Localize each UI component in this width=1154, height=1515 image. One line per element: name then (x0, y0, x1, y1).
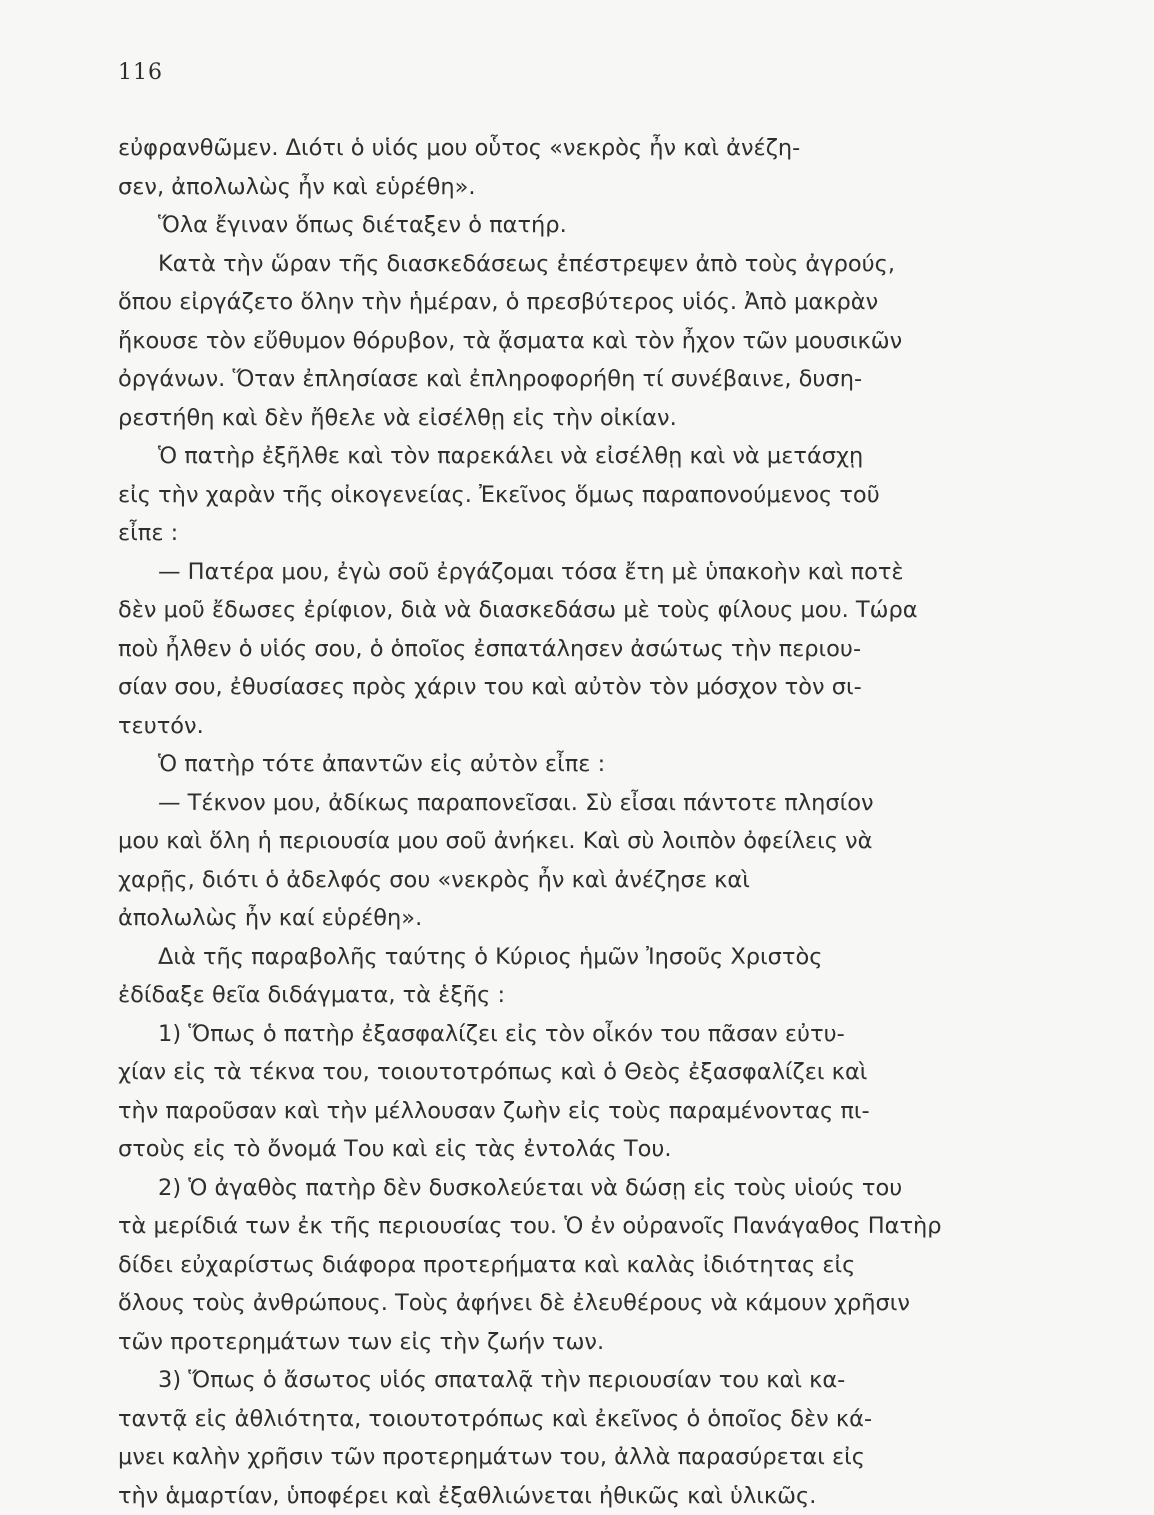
text-line: Ὁ πατὴρ τότε ἀπαντῶν εἰς αὐτὸν εἶπε : (118, 745, 966, 784)
text-line: τευτόν. (118, 707, 966, 746)
text-line: τὴν παροῦσαν καὶ τὴν μέλλουσαν ζωὴν εἰς τοὺς παραμένοντας πι- (118, 1092, 966, 1131)
text-line: στοὺς εἰς τὸ ὄνομά Του καὶ εἰς τὰς ἐντολάς Του. (118, 1130, 966, 1169)
text-line: δίδει εὐχαρίστως διάφορα προτερήματα καὶ καλὰς ἰδιότητας εἰς (118, 1246, 966, 1285)
text-line: ἐδίδαξε θεῖα διδάγματα, τὰ ἑξῆς : (118, 976, 966, 1015)
text-line: τὰ μερίδιά των ἐκ τῆς περιουσίας του. Ὁ ἐν οὐρανοῖς Πανάγαθος Πατὴρ (118, 1207, 966, 1246)
text-line: εἶπε : (118, 514, 966, 553)
text-line: δὲν μοῦ ἔδωσες ἐρίφιον, διὰ νὰ διασκεδάσω μὲ τοὺς φίλους μου. Τώρα (118, 591, 966, 630)
text-line: τὴν ἁμαρτίαν, ὑποφέρει καὶ ἐξαθλιώνεται ἠθικῶς καὶ ὑλικῶς. (118, 1477, 966, 1515)
text-line: ρεστήθη καὶ δὲν ἤθελε νὰ εἰσέλθῃ εἰς τὴν οἰκίαν. (118, 399, 966, 438)
text-line: — Πατέρα μου, ἐγὼ σοῦ ἐργάζομαι τόσα ἔτη μὲ ὑπακοὴν καὶ ποτὲ (118, 553, 966, 592)
text-line: ποὺ ἦλθεν ὁ υἱός σου, ὁ ὁποῖος ἐσπατάλησεν ἀσώτως τὴν περιου- (118, 630, 966, 669)
text-line: σίαν σου, ἐθυσίασες πρὸς χάριν του καὶ αὐτὸν τὸν μόσχον τὸν σι- (118, 668, 966, 707)
text-line: εἰς τὴν χαρὰν τῆς οἰκογενείας. Ἐκεῖνος ὅμως παραπονούμενος τοῦ (118, 476, 966, 515)
text-line: 3) Ὅπως ὁ ἄσωτος υἱός σπαταλᾷ τὴν περιουσίαν του καὶ κα- (118, 1361, 966, 1400)
text-line: ταντᾷ εἰς ἀθλιότητα, τοιουτοτρόπως καὶ ἐκεῖνος ὁ ὁποῖος δὲν κά- (118, 1400, 966, 1439)
text-line: ὅλους τοὺς ἀνθρώπους. Τοὺς ἀφήνει δὲ ἐλευθέρους νὰ κάμουν χρῆσιν (118, 1284, 966, 1323)
body-text (118, 129, 966, 1515)
text-line: ἤκουσε τὸν εὔθυμον θόρυβον, τὰ ᾄσματα καὶ τὸν ἦχον τῶν μουσικῶν (118, 322, 966, 361)
text-line: 2) Ὁ ἀγαθὸς πατὴρ δὲν δυσκολεύεται νὰ δώσῃ εἰς τοὺς υἱούς του (118, 1169, 966, 1208)
text-line: ὀργάνων. Ὅταν ἐπλησίασε καὶ ἐπληροφορήθη τί συνέβαινε, δυση- (118, 360, 966, 399)
text-line: μου καὶ ὅλη ἡ περιουσία μου σοῦ ἀνήκει. Καὶ σὺ λοιπὸν ὀφείλεις νὰ (118, 822, 966, 861)
page-number: 116 (118, 60, 966, 85)
text-line: — Τέκνον μου, ἀδίκως παραπονεῖσαι. Σὺ εἶσαι πάντοτε πλησίον (118, 784, 966, 823)
text-line: χίαν εἰς τὰ τέκνα του, τοιουτοτρόπως καὶ ὁ Θεὸς ἐξασφαλίζει καὶ (118, 1053, 966, 1092)
text-line: ἀπολωλὼς ἦν καί εὑρέθη». (118, 899, 966, 938)
text-line: τῶν προτερημάτων των εἰς τὴν ζωήν των. (118, 1323, 966, 1362)
text-line: ὅπου εἰργάζετο ὅλην τὴν ἡμέραν, ὁ πρεσβύτερος υἱός. Ἀπὸ μακρὰν (118, 283, 966, 322)
text-line: Ὁ πατὴρ ἐξῆλθε καὶ τὸν παρεκάλει νὰ εἰσέλθῃ καὶ νὰ μετάσχῃ (118, 437, 966, 476)
text-line: μνει καλὴν χρῆσιν τῶν προτερημάτων του, ἀλλὰ παρασύρεται εἰς (118, 1438, 966, 1477)
text-line: Ὅλα ἔγιναν ὅπως διέταξεν ὁ πατήρ. (118, 206, 966, 245)
text-line: εὐφρανθῶμεν. Διότι ὁ υἱός μου οὗτος «νεκρὸς ἦν καὶ ἀνέζη- (118, 129, 966, 168)
text-line: χαρῇς, διότι ὁ ἀδελφός σου «νεκρὸς ἦν καὶ ἀνέζησε καὶ (118, 861, 966, 900)
text-line: Διὰ τῆς παραβολῆς ταύτης ὁ Κύριος ἡμῶν Ἰησοῦς Χριστὸς (118, 938, 966, 977)
text-line: 1) Ὅπως ὁ πατὴρ ἐξασφαλίζει εἰς τὸν οἶκόν του πᾶσαν εὐτυ- (118, 1015, 966, 1054)
text-line: σεν, ἀπολωλὼς ἦν καὶ εὑρέθη». (118, 168, 966, 207)
text-line: Κατὰ τὴν ὥραν τῆς διασκεδάσεως ἐπέστρεψεν ἀπὸ τοὺς ἀγρούς, (118, 245, 966, 284)
